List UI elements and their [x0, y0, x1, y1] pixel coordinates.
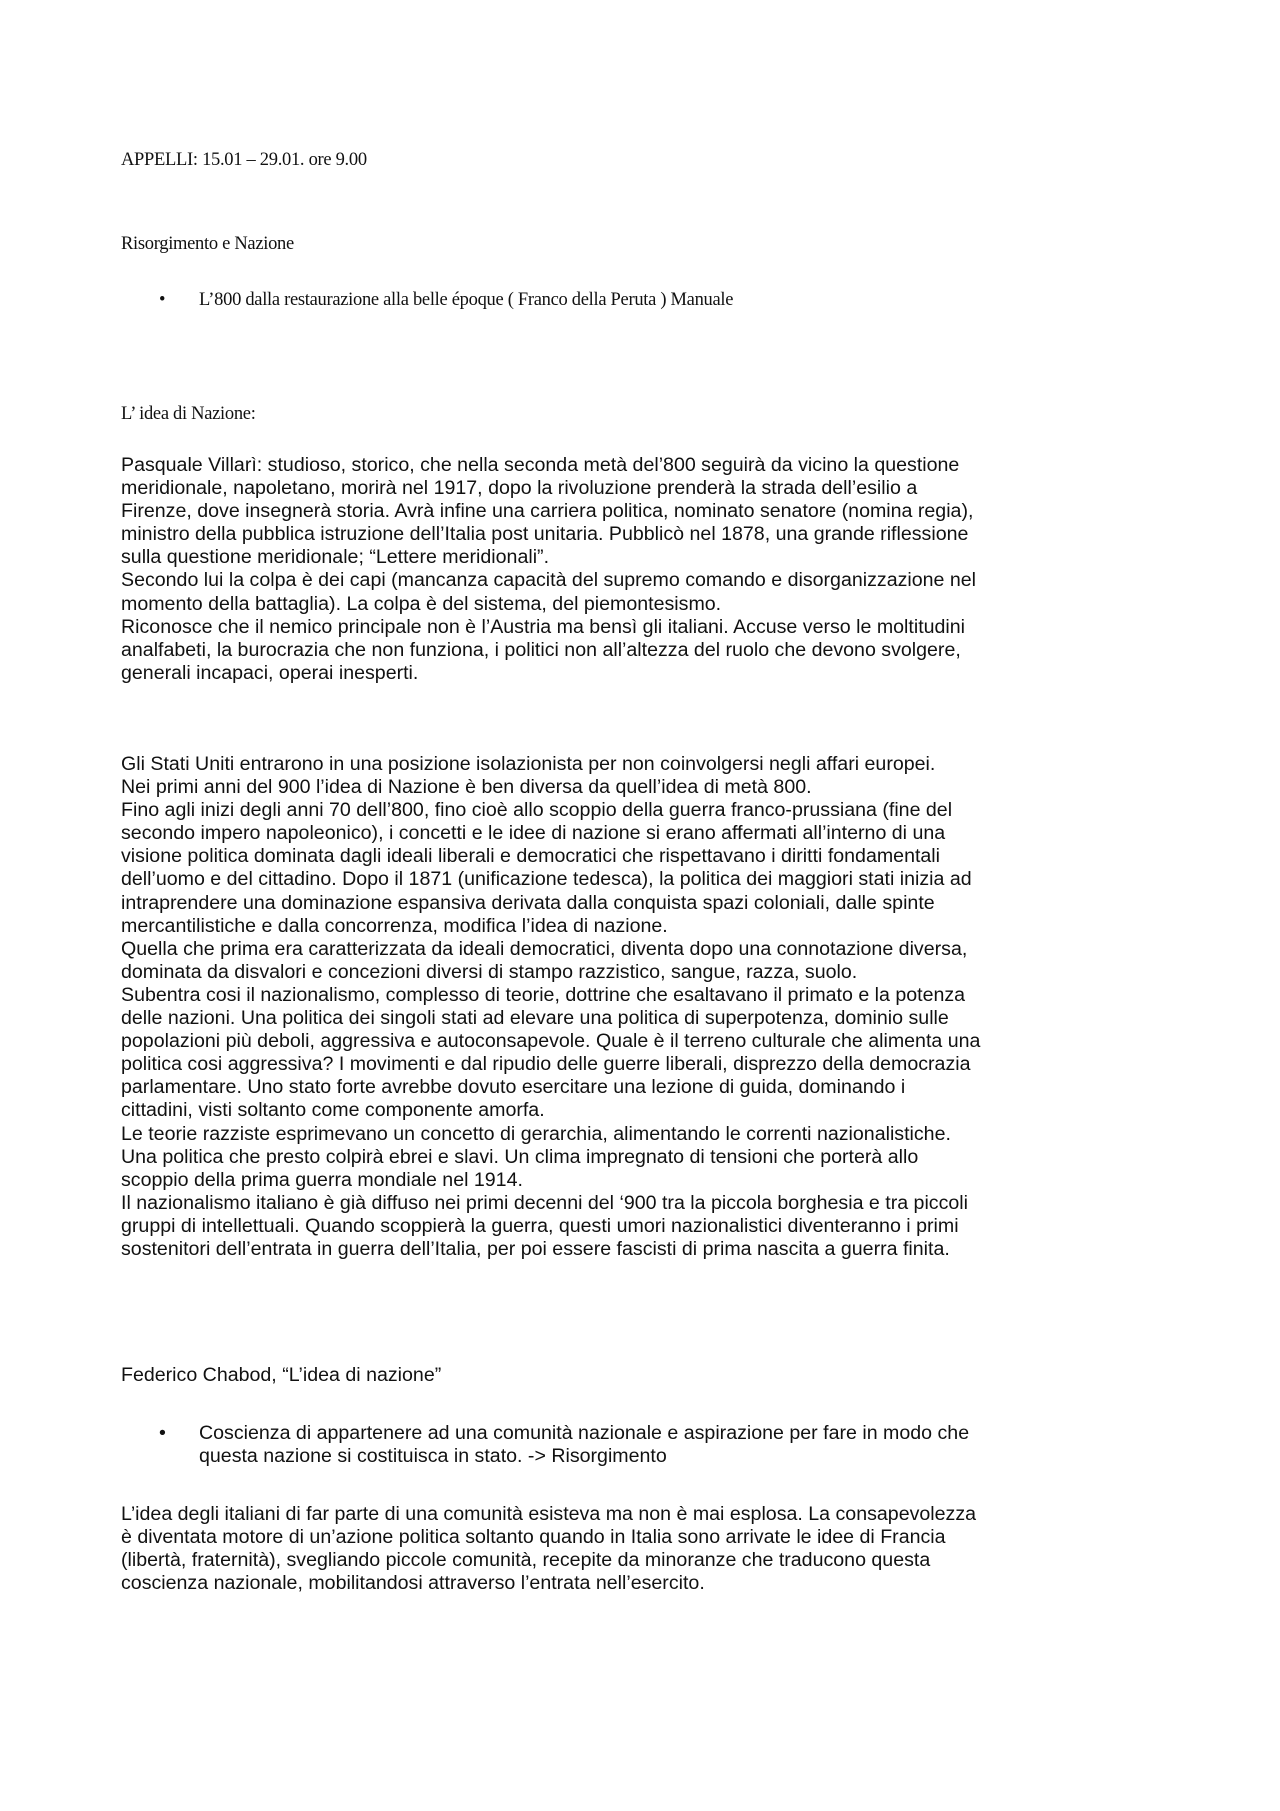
nationalism-paragraph [121, 753, 1181, 1261]
text-line: cittadini, visti soltanto come componente amorfa. [121, 1099, 545, 1122]
text-line: L’idea degli italiani di far parte di una comunità esisteva ma non è mai esplosa. La consapevolezza [121, 1503, 977, 1525]
text-line: Secondo lui la colpa è dei capi (mancanza capacità del supremo comando e disorganizzazione nel [121, 569, 977, 592]
text-line: mercantilistiche e dalla concorrenza, modifica l’idea di nazione. [121, 914, 668, 937]
text-line: Fino agli inizi degli anni 70 dell’800, fino cioè allo scoppio della guerra franco-prussiana (fine del [121, 799, 953, 822]
text-line: popolazioni più deboli, aggressiva e autoconsapevole. Quale è il terreno culturale che alimenta una [121, 1030, 981, 1053]
conclusion-paragraph [121, 1503, 1181, 1595]
chabod-heading: Federico Chabod, “L’idea di nazione” [121, 1364, 442, 1386]
chabod-title [121, 1364, 1181, 1387]
text-line: sulla questione meridionale; “Lettere meridionali”. [121, 546, 550, 569]
text-line: dell’uomo e del cittadino. Dopo il 1871 (unificazione tedesca), la politica dei maggiori stati inizia ad [121, 868, 972, 891]
text-line: sostenitori dell’entrata in guerra dell’Italia, per poi essere fascisti di prima nascita a guerra finita. [121, 1237, 950, 1260]
text-line: Firenze, dove insegnerà storia. Avrà infine una carriera politica, nominato senatore (nomina regia), [121, 500, 974, 523]
bullet-icon: • [159, 290, 166, 310]
text-line: Pasquale Villarì: studioso, storico, che nella seconda metà del’800 seguirà da vicino la questione [121, 454, 960, 476]
text-line: è diventata motore di un’azione politica soltanto quando in Italia sono arrivate le idee di Francia [121, 1526, 946, 1549]
text-line: Coscienza di appartenere ad una comunità nazionale e aspirazione per fare in modo che [199, 1422, 970, 1444]
reference-text: L’800 dalla restaurazione alla belle époque ( Franco della Peruta ) Manuale [199, 290, 734, 310]
section-title: L’ idea di Nazione: [121, 404, 256, 424]
text-line: Quella che prima era caratterizzata da ideali democratici, diventa dopo una connotazione diversa, [121, 937, 968, 960]
text-line: Gli Stati Uniti entrarono in una posizione isolazionista per non coinvolgersi negli affari europei. [121, 753, 936, 775]
course-title: Risorgimento e Nazione [121, 234, 294, 254]
text-line: dominata da disvalori e concezioni diversi di stampo razzistico, sangue, razza, suolo. [121, 960, 858, 983]
text-line: Le teorie razziste esprimevano un concetto di gerarchia, alimentando le correnti nazionalistiche. [121, 1122, 951, 1145]
text-line: questa nazione si costituisca in stato. -> Risorgimento [199, 1445, 667, 1468]
text-line: intraprendere una dominazione espansiva derivata dalla conquista spazi coloniali, dalle spinte [121, 891, 935, 914]
text-line: Nei primi anni del 900 l’idea di Nazione è ben diversa da quell’idea di metà 800. [121, 776, 812, 799]
text-line: (libertà, fraternità), svegliando piccole comunità, recepite da minoranze che traducono questa [121, 1549, 931, 1572]
text-line: delle nazioni. Una politica dei singoli stati ad elevare una politica di superpotenza, dominio sulle [121, 1007, 949, 1030]
text-line: secondo impero napoleonico), i concetti e le idee di nazione si erano affermati all’interno di una [121, 822, 946, 845]
text-line: Subentra cosi il nazionalismo, complesso di teorie, dottrine che esaltavano il primato e la potenza [121, 983, 966, 1006]
villari-paragraph [121, 454, 1181, 685]
text-line: scoppio della prima guerra mondiale nel 1914. [121, 1168, 523, 1191]
text-line: Una politica che presto colpirà ebrei e slavi. Un clima impregnato di tensioni che porterà allo [121, 1145, 919, 1168]
text-line: Il nazionalismo italiano è già diffuso nei primi decenni del ‘900 tra la piccola borghesia e tra piccoli [121, 1191, 969, 1214]
text-line: coscienza nazionale, mobilitandosi attraverso l’entrata nell’esercito. [121, 1572, 705, 1595]
text-line: gruppi di intellettuali. Quando scoppierà la guerra, questi umori nazionalistici diventeranno i primi [121, 1214, 959, 1237]
text-line: Riconosce che il nemico principale non è l’Austria ma bensì gli italiani. Accuse verso le moltitudini [121, 615, 966, 638]
text-line: politica cosi aggressiva? I movimenti e dal ripudio delle guerre liberali, disprezzo della democrazia [121, 1053, 971, 1076]
text-line: analfabeti, la burocrazia che non funziona, i politici non all’altezza del ruolo che devono svolgere, [121, 638, 961, 661]
text-line: parlamentare. Uno stato forte avrebbe dovuto esercitare una lezione di guida, dominando i [121, 1076, 906, 1099]
text-line: generali incapaci, operai inesperti. [121, 661, 419, 684]
text-line: momento della battaglia). La colpa è del sistema, del piemontesismo. [121, 592, 722, 615]
exam-dates: APPELLI: 15.01 – 29.01. ore 9.00 [121, 150, 367, 170]
bullet-icon: • [159, 1422, 166, 1444]
text-line: visione politica dominata dagli ideali liberali e democratici che rispettavano i diritti fondamentali [121, 845, 941, 868]
text-line: meridionale, napoletano, morirà nel 1917, dopo la rivoluzione prenderà la strada dell’esilio a [121, 477, 918, 500]
text-line: ministro della pubblica istruzione dell’Italia post unitaria. Pubblicò nel 1878, una grande riflessione [121, 523, 969, 546]
